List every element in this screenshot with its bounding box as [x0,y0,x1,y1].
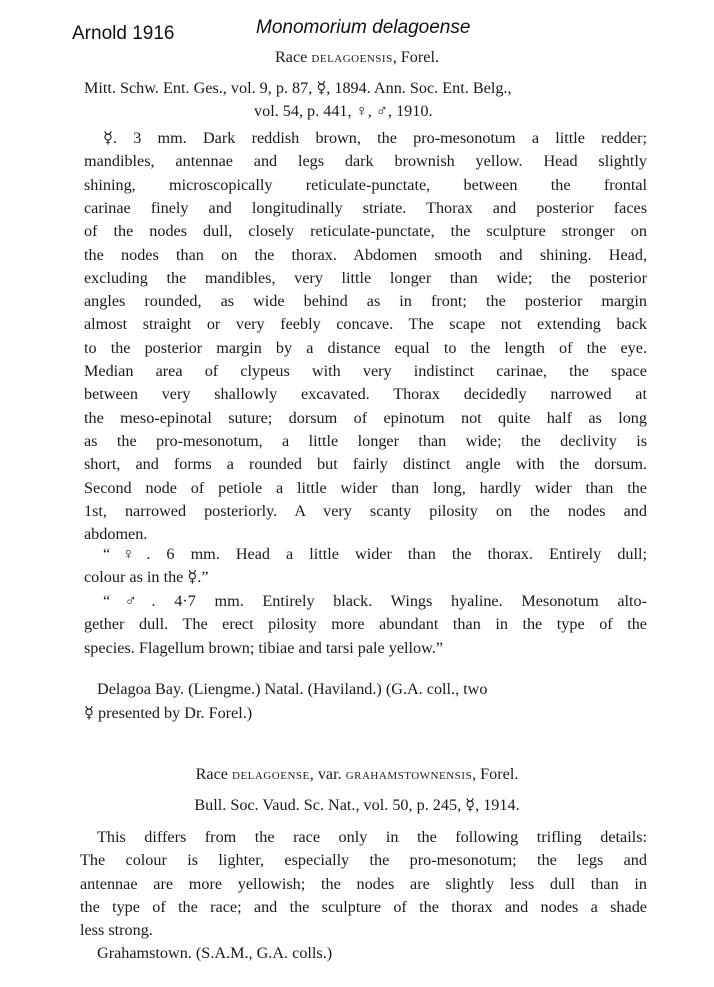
variety-locality: Grahamstown. (S.A.M., G.A. colls.) [97,944,333,962]
race-name: delagoensis [311,48,393,66]
text-line: colour as in the ☿.” [84,568,209,587]
page-header-taxon: Monomorium delagoense [256,17,471,38]
text-line: abdomen. [84,525,148,544]
text-line: less strong. [80,921,153,940]
page-header-author: Arnold 1916 [72,23,175,44]
text-line: angles rounded, as wide behind as in front; the posterior margin [84,292,647,311]
text-line: short, and forms a rounded but fairly distinct angle with the dorsum. [84,455,647,474]
text-line: “♀. 6 mm. Head a little wider than the thorax. Entirely dull; [103,545,647,563]
text-line: excluding the mandibles, very little longer than wide; the posterior [84,268,647,287]
text-line: “♂. 4·7 mm. Entirely black. Wings hyaline. Mesonotum alto- [103,592,647,610]
race-heading: Race delagoensis, Forel. [275,48,439,66]
locality-line: ☿ presented by Dr. Forel.) [84,704,253,722]
text-line: species. Flagellum brown; tibiae and tarsi pale yellow.” [84,638,444,657]
text-line: gether dull. The erect pilosity more abundant than in the type of the [84,615,647,634]
text-line: antennae are more yellowish; the nodes are slightly less dull than in [80,874,647,893]
citation-line: vol. 54, p. 441, ♀, ♂, 1910. [254,102,433,120]
text-line: of the nodes dull, closely reticulate-punctate, the sculpture stronger on [84,222,647,241]
variety-citation: Bull. Soc. Vaud. Sc. Nat., vol. 50, p. 245, ☿, 1914. [194,796,520,814]
locality-line: Delagoa Bay. (Liengme.) Natal. (Haviland.) (G.A. coll., two [97,680,488,698]
text-line: shining, microscopically reticulate-punctate, between the frontal [84,175,647,194]
text-line: the nodes than on the thorax. Abdomen smooth and shining. Head, [84,245,647,264]
text-line: to the posterior margin by a distance equal to the length of the eye. [84,338,647,357]
text-line: the type of the race; and the sculpture of the thorax and nodes a shade [80,897,647,916]
text-line: as the pro-mesonotum, a little longer than wide; the declivity is [84,431,647,450]
variety-name: grahamstownensis [345,765,473,783]
text-line: almost straight or very feebly concave. The scape not extending back [84,315,647,334]
race-name: delagoense [232,765,310,783]
citation-line: Mitt. Schw. Ent. Ges., vol. 9, p. 87, ☿, 1894. Ann. Soc. Ent. Belg., [84,79,512,97]
text-line: the meso-epinotal suture; dorsum of epinotum not quite half as long [84,408,647,427]
text-line: This differs from the race only in the following trifling details: [97,828,647,846]
text-line: mandibles, antennae and legs dark brownish yellow. Head slightly [84,152,647,171]
text-line: between very shallowly excavated. Thorax decidedly narrowed at [84,385,647,404]
text-line: carinae finely and longitudinally striate. Thorax and posterior faces [84,198,647,217]
variety-heading: Race delagoense, var. grahamstownensis, Forel. [195,765,519,783]
text-line: The colour is lighter, especially the pro-mesonotum; the legs and [80,851,647,870]
text-line: Second node of petiole a little wider than long, hardly wider than the [84,478,647,497]
text-line: 1st, narrowed posteriorly. A very scanty pilosity on the nodes and [84,501,647,520]
text-line: Median area of clypeus with very indistinct carinae, the space [84,362,647,380]
text-line: ☿. 3 mm. Dark reddish brown, the pro-mesonotum a little redder; [103,129,647,147]
